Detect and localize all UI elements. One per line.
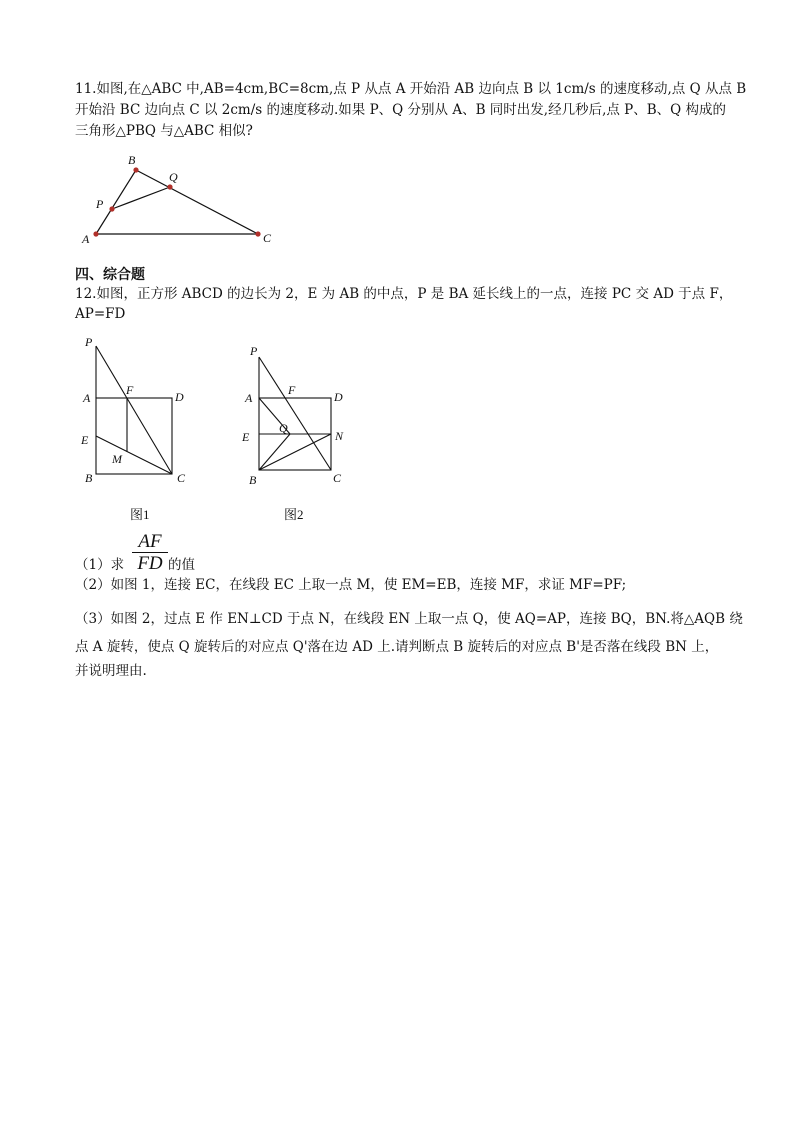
fig2-label-F: F (288, 383, 296, 397)
fig1-label-B: B (85, 471, 93, 485)
q12-part3-line2: 点 A 旋转，使点 Q 旋转后的对应点 Q'落在边 AD 上.请判断点 B 旋转后的对应点 B'是否落在线段 BN 上， (75, 639, 719, 655)
label-B: B (128, 153, 136, 167)
fig1-caption: 图1 (130, 507, 150, 522)
q12-part3-line1: （3）如图 2，过点 E 作 EN⊥CD 于点 N，在线段 EN 上取一点 Q，使 AQ=AP，连接 BQ，BN.将△AQB 绕 (75, 611, 743, 627)
segment-BN (259, 434, 331, 470)
q12-part2: （2）如图 1，连接 EC，在线段 EC 上取一点 M，使 EM=EB，连接 MF，求证 MF=PF; (75, 577, 627, 593)
fig1-label-F: F (126, 383, 134, 397)
fig2-label-B: B (249, 473, 257, 487)
fig2-label-N: N (335, 429, 344, 443)
fig2-label-Q: Q (279, 421, 288, 435)
segment-BQ (259, 434, 290, 470)
fig1-label-A: A (83, 391, 91, 405)
fig2-label-C: C (333, 471, 342, 485)
fig1-label-C: C (177, 471, 186, 485)
fig2-label-A: A (245, 391, 253, 405)
q12-part1-prefix: （1）求 (75, 557, 125, 573)
q11-text-line2: 开始沿 BC 边向点 C 以 2cm/s 的速度移动.如果 P、Q 分别从 A、B 同时出发,经几秒后,点 P、B、Q 构成的 (75, 102, 727, 118)
fraction-numerator: AF (132, 532, 168, 553)
fig1-label-D: D (175, 390, 184, 404)
q12-part3-line3: 并说明理由. (75, 663, 147, 679)
fig1-label-M: M (112, 452, 122, 466)
fig2-label-E: E (242, 430, 250, 444)
q11-text-line1: 11.如图,在△ABC 中,AB=4cm,BC=8cm,点 P 从点 A 开始沿 AB 边向点 B 以 1cm/s 的速度移动,点 Q 从点 B (75, 81, 747, 97)
section-title: 四、综合题 (75, 267, 145, 283)
q12-text-line2: AP=FD (75, 306, 126, 322)
fig1-label-P: P (85, 335, 93, 349)
q11-text-line3: 三角形△PBQ 与△ABC 相似? (75, 123, 253, 139)
fig1-label-E: E (81, 433, 89, 447)
fig2-label-P: P (250, 344, 258, 358)
q12-part1-suffix: 的值 (168, 557, 195, 573)
q12-text-line1: 12.如图，正方形 ABCD 的边长为 2，E 为 AB 的中点，P 是 BA 延长线上的一点，连接 PC 交 AD 于点 F， (75, 286, 733, 302)
segment-PC-2 (259, 357, 331, 470)
label-C: C (263, 231, 272, 245)
q12-figure-2 (0, 0, 794, 500)
fraction-af-fd (132, 532, 168, 573)
fig2-caption: 图2 (284, 507, 304, 522)
label-A: A (82, 232, 90, 246)
label-P: P (96, 197, 104, 211)
fig2-label-D: D (334, 390, 343, 404)
label-Q: Q (169, 170, 178, 184)
fraction-denominator: FD (137, 553, 163, 574)
